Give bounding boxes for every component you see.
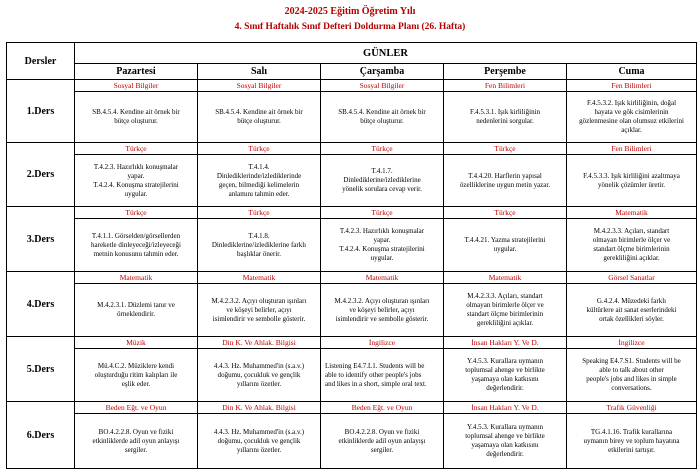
objective-text: [321, 155, 443, 206]
objective-line: BO.4.2.2.8. Oyun ve fiziki: [98, 427, 174, 436]
objective-line: hayata ve gök cisimlerinin: [594, 108, 669, 116]
objective-line: uymanın birey ve toplum hayatına: [583, 436, 680, 445]
objective-line: T.4.2.3. Hazırlıklı konuşmalar: [93, 162, 179, 171]
lesson-cell: [75, 143, 198, 207]
subject-label: Trafik Güvenliği: [567, 402, 696, 414]
lesson-label: 2.Ders: [7, 143, 75, 207]
lesson-cell: [198, 143, 321, 207]
lesson-cell: [444, 272, 567, 337]
objective-line: standart ölçme birimlerinin: [466, 310, 544, 318]
objective-line: T.4.1.7.: [371, 167, 393, 175]
lesson-cell: [75, 402, 198, 469]
objective-line: SB.4.5.4. Kendine ait örnek bir: [92, 108, 180, 116]
day-header-friday: Cuma: [567, 64, 697, 80]
lesson-cell: [321, 207, 444, 272]
subject-label: Sosyal Bilgiler: [75, 80, 197, 92]
lesson-cell: [444, 80, 567, 143]
objective-line: etkinliklerde adil oyun anlayışı: [92, 436, 180, 445]
objective-line: Dinlediklerine/izlediklerine: [343, 176, 421, 184]
objective-line: Mü.4.C.2. Müziklere kendi: [97, 361, 175, 370]
objective-line: hareketle dinleyeceği/izleyeceği: [91, 240, 181, 249]
objective-line: doğumu, çocukluk ve gençlik: [217, 370, 301, 379]
objective-line: bütçe oluşturur.: [114, 117, 158, 125]
subject-label: Görsel Sanatlar: [567, 272, 696, 284]
lesson-cell: [567, 402, 697, 469]
weekly-plan-table: [6, 42, 697, 469]
objective-line: sergiler.: [370, 445, 394, 454]
subject-label: İngilizce: [321, 337, 443, 349]
objective-text: [444, 92, 566, 142]
objective-line: people's jobs and likes in simple: [586, 375, 677, 383]
subject-label: Fen Bilimleri: [567, 143, 696, 155]
objective-text: [75, 414, 197, 468]
objective-line: Dinlediklerinde/izlediklerinde: [216, 171, 302, 180]
lesson-label: 5.Ders: [7, 337, 75, 402]
objective-line: kültürlere ait sanat eserlerindeki: [586, 305, 677, 314]
objective-line: Y.4.5.3. Kurallara uymanın: [466, 423, 544, 431]
objective-line: conversations.: [611, 384, 652, 392]
lesson-cell: [567, 143, 697, 207]
objective-text: [321, 284, 443, 336]
objective-text: [444, 284, 566, 336]
objective-text: [321, 349, 443, 401]
objective-text: [321, 219, 443, 271]
objective-line: SB.4.5.4. Kendine ait örnek bir: [338, 108, 426, 116]
lesson-cell: [75, 80, 198, 143]
objective-line: F.4.5.3.3. Işık kirliliğini azaltmaya: [583, 171, 680, 180]
objective-line: açıklar.: [621, 126, 642, 134]
lesson-cell: [198, 337, 321, 402]
objective-line: T.4.1.1. Görselden/görsellerden: [91, 231, 181, 240]
plan-body: [7, 80, 697, 469]
objective-text: [444, 219, 566, 271]
objective-line: Y.4.5.3. Kurallara uymanın: [466, 357, 544, 365]
objective-line: olmayan birimlerle ölçer ve: [466, 301, 544, 309]
objective-line: ve köşeyi belirler, açıyı: [226, 305, 292, 314]
objective-line: gözlenmesine olan olumsuz etkilerini: [579, 117, 684, 125]
subject-label: Matematik: [567, 207, 696, 219]
lesson-label: 3.Ders: [7, 207, 75, 272]
objective-line: etkilerini tartışır.: [608, 445, 655, 454]
objective-line: standart ölçme birimlerinin: [593, 245, 670, 253]
day-header-monday: Pazartesi: [75, 64, 198, 80]
subject-label: Sosyal Bilgiler: [321, 80, 443, 92]
objective-line: isimlendirir ve sembolle gösterir.: [212, 314, 306, 323]
objective-text: [567, 284, 696, 336]
objective-text: [567, 349, 696, 401]
objective-text: [567, 155, 696, 206]
day-header-wednesday: Çarşamba: [321, 64, 444, 80]
lesson-cell: [75, 272, 198, 337]
objective-line: toplumsal ahenge ve birlikte: [465, 432, 545, 440]
lesson-cell: [567, 272, 697, 337]
objective-line: T.4.1.8.: [248, 231, 270, 240]
subject-label: Matematik: [444, 272, 566, 284]
subject-label: İnsan Hakları Y. Ve D.: [444, 402, 566, 414]
objective-text: [198, 414, 320, 468]
objective-line: oluşturduğu ritim kalıpları ile: [94, 370, 178, 379]
objective-line: yıllarını özetler.: [236, 445, 282, 454]
subject-label: İngilizce: [567, 337, 696, 349]
objective-line: yaşamaya olan katkısını: [471, 375, 539, 383]
objective-line: T.4.1.4.: [248, 162, 270, 171]
objective-line: T.4.2.4. Konuşma stratejilerini: [339, 245, 425, 253]
objective-line: anlamını tahmin eder.: [228, 189, 290, 198]
objective-line: M.4.2.3.2. Açıyı oluşturan ışınları: [211, 296, 307, 305]
lesson-cell: [75, 207, 198, 272]
day-header-tuesday: Salı: [198, 64, 321, 80]
objective-line: M.4.2.3.3. Açıları, standart: [593, 227, 670, 235]
subject-label: Fen Bilimleri: [567, 80, 696, 92]
objective-text: [75, 92, 197, 142]
lesson-cell: [321, 272, 444, 337]
subject-label: İnsan Hakları Y. Ve D.: [444, 337, 566, 349]
objective-line: ve köşeyi belirler, açıyı: [349, 305, 415, 314]
objective-line: yaşamaya olan katkısını: [471, 441, 539, 449]
objective-line: gerekliliğini açıklar.: [476, 319, 534, 327]
objective-line: isimlendirir ve sembolle gösterir.: [335, 314, 429, 323]
subject-label: Fen Bilimleri: [444, 80, 566, 92]
lesson-row: [7, 80, 697, 143]
objective-line: M.4.2.3.3. Açıları, standart: [467, 292, 543, 300]
dersler-header: Dersler: [7, 43, 75, 80]
subject-label: Türkçe: [198, 207, 320, 219]
subject-label: Türkçe: [75, 207, 197, 219]
lesson-row: [7, 272, 697, 337]
objective-line: toplumsal ahenge ve birlikte: [465, 366, 545, 374]
objective-line: değerlendirir.: [486, 384, 524, 392]
objective-line: Dinlediklerine/izlediklerine farklı: [211, 240, 307, 249]
objective-line: M.4.2.3.2. Açıyı oluşturan ışınları: [334, 296, 430, 305]
objective-line: ortak özellikleri söyler.: [599, 314, 664, 323]
objective-line: yapar.: [127, 171, 145, 180]
lesson-cell: [198, 207, 321, 272]
lesson-cell: [567, 207, 697, 272]
objective-line: G.4.2.4. Müzedeki farklı: [596, 296, 667, 305]
lesson-row: [7, 337, 697, 402]
objective-text: [198, 284, 320, 336]
objective-line: metnin konusunu tahmin eder.: [93, 249, 179, 258]
objective-text: [567, 414, 696, 468]
page-header: [0, 0, 700, 34]
objective-line: T.4.4.21. Yazma stratejilerini: [464, 236, 546, 244]
objective-text: [198, 92, 320, 142]
objective-line: Listening E4.7.L1. Students will be: [325, 361, 425, 370]
lesson-cell: [567, 337, 697, 402]
objective-line: M.4.2.3.1. Düzlemi tanır ve: [97, 301, 175, 309]
objective-line: uygular.: [370, 254, 394, 262]
page-title: 2024-2025 Eğitim Öğretim Yılı: [284, 6, 416, 17]
subject-label: Türkçe: [321, 143, 443, 155]
objective-line: F.4.5.3.1. Işık kirliliğinin: [469, 108, 541, 116]
subject-label: Türkçe: [198, 143, 320, 155]
objective-line: etkinliklerde adil oyun anlayışı: [338, 436, 426, 445]
objective-line: Speaking E4.7.S1. Students will be: [582, 357, 681, 365]
objective-text: [444, 155, 566, 206]
objective-text: [75, 284, 197, 336]
gunler-header: GÜNLER: [75, 43, 697, 64]
subject-label: Türkçe: [321, 207, 443, 219]
objective-line: yönelik çözümler üretir.: [597, 180, 666, 189]
lesson-cell: [444, 402, 567, 469]
objective-text: [567, 92, 696, 142]
objective-line: eşlik eder.: [121, 379, 151, 388]
objective-text: [444, 414, 566, 468]
objective-line: olmayan birimlerle ölçer ve: [592, 236, 671, 244]
objective-line: sergiler.: [124, 445, 148, 454]
objective-line: gerekliliğini açıklar.: [603, 254, 660, 262]
lesson-cell: [198, 402, 321, 469]
subject-label: Beden Eğt. ve Oyun: [321, 402, 443, 414]
subject-label: Beden Eğt. ve Oyun: [75, 402, 197, 414]
objective-line: BO.4.2.2.8. Oyun ve fiziki: [344, 427, 420, 436]
lesson-cell: [75, 337, 198, 402]
lesson-cell: [444, 337, 567, 402]
objective-line: yıllarını özetler.: [236, 379, 282, 388]
objective-line: 4.4.3. Hz. Muhammed'in (s.a.v.): [213, 427, 305, 436]
lesson-cell: [321, 143, 444, 207]
objective-line: able to talk about other: [599, 366, 664, 374]
subject-label: Türkçe: [444, 143, 566, 155]
page-subtitle: 4. Sınıf Haftalık Sınıf Defteri Doldurma Planı (26. Hafta): [234, 22, 466, 32]
subject-label: Müzik: [75, 337, 197, 349]
objective-line: yönelik sorulara cevap verir.: [342, 185, 422, 193]
objective-line: TG.4.1.16. Trafik kurallarına: [590, 427, 673, 436]
lesson-label: 4.Ders: [7, 272, 75, 337]
objective-line: yapar.: [373, 236, 391, 244]
objective-text: [198, 219, 320, 271]
lesson-row: [7, 207, 697, 272]
objective-text: [444, 349, 566, 401]
subject-label: Türkçe: [444, 207, 566, 219]
objective-line: able to identify other people's jobs: [325, 370, 422, 379]
lesson-row: [7, 402, 697, 469]
objective-line: 4.4.3. Hz. Muhammed'in (s.a.v.): [213, 361, 305, 370]
objective-line: SB.4.5.4. Kendine ait örnek bir: [215, 108, 303, 116]
lesson-label: 1.Ders: [7, 80, 75, 143]
day-header-thursday: Perşembe: [444, 64, 567, 80]
lesson-cell: [198, 80, 321, 143]
subject-label: Türkçe: [75, 143, 197, 155]
lesson-cell: [198, 272, 321, 337]
lesson-label: 6.Ders: [7, 402, 75, 469]
lesson-cell: [444, 207, 567, 272]
objective-line: başlıklar önerir.: [237, 249, 281, 258]
objective-text: [75, 155, 197, 206]
objective-line: örneklendirir.: [117, 310, 155, 318]
lesson-cell: [444, 143, 567, 207]
lesson-cell: [567, 80, 697, 143]
objective-line: geçen, bilmediği kelimelerin: [218, 180, 300, 189]
objective-line: T.4.2.4. Konuşma stratejilerini: [93, 180, 179, 189]
objective-line: T.4.4.20. Harflerin yapısal: [468, 171, 542, 180]
objective-line: T.4.2.3. Hazırlıklı konuşmalar: [339, 227, 425, 235]
objective-text: [198, 155, 320, 206]
objective-line: bütçe oluşturur.: [360, 117, 404, 125]
lesson-cell: [321, 80, 444, 143]
objective-text: [321, 92, 443, 142]
objective-line: bütçe oluşturur.: [237, 117, 281, 125]
subject-label: Matematik: [321, 272, 443, 284]
objective-text: [75, 219, 197, 271]
objective-line: doğumu, çocukluk ve gençlik: [217, 436, 301, 445]
objective-text: [321, 414, 443, 468]
objective-line: and likes in a short, simple oral text.: [325, 379, 427, 388]
objective-text: [198, 349, 320, 401]
subject-label: Matematik: [75, 272, 197, 284]
subject-label: Sosyal Bilgiler: [198, 80, 320, 92]
subject-label: Matematik: [198, 272, 320, 284]
objective-text: [567, 219, 696, 271]
lesson-cell: [321, 402, 444, 469]
lesson-cell: [321, 337, 444, 402]
objective-line: nedenlerini sorgular.: [476, 117, 534, 125]
lesson-row: [7, 143, 697, 207]
objective-line: özelliklerine uygun metin yazar.: [459, 180, 551, 189]
objective-text: [75, 349, 197, 401]
objective-line: uygular.: [493, 245, 517, 253]
subject-label: Din K. Ve Ahlak. Bilgisi: [198, 402, 320, 414]
objective-line: F.4.5.3.2. Işık kirliliğinin, doğal: [586, 99, 677, 107]
objective-line: değerlendirir.: [486, 450, 524, 458]
subject-label: Din K. Ve Ahlak. Bilgisi: [198, 337, 320, 349]
objective-line: uygular.: [124, 189, 148, 198]
